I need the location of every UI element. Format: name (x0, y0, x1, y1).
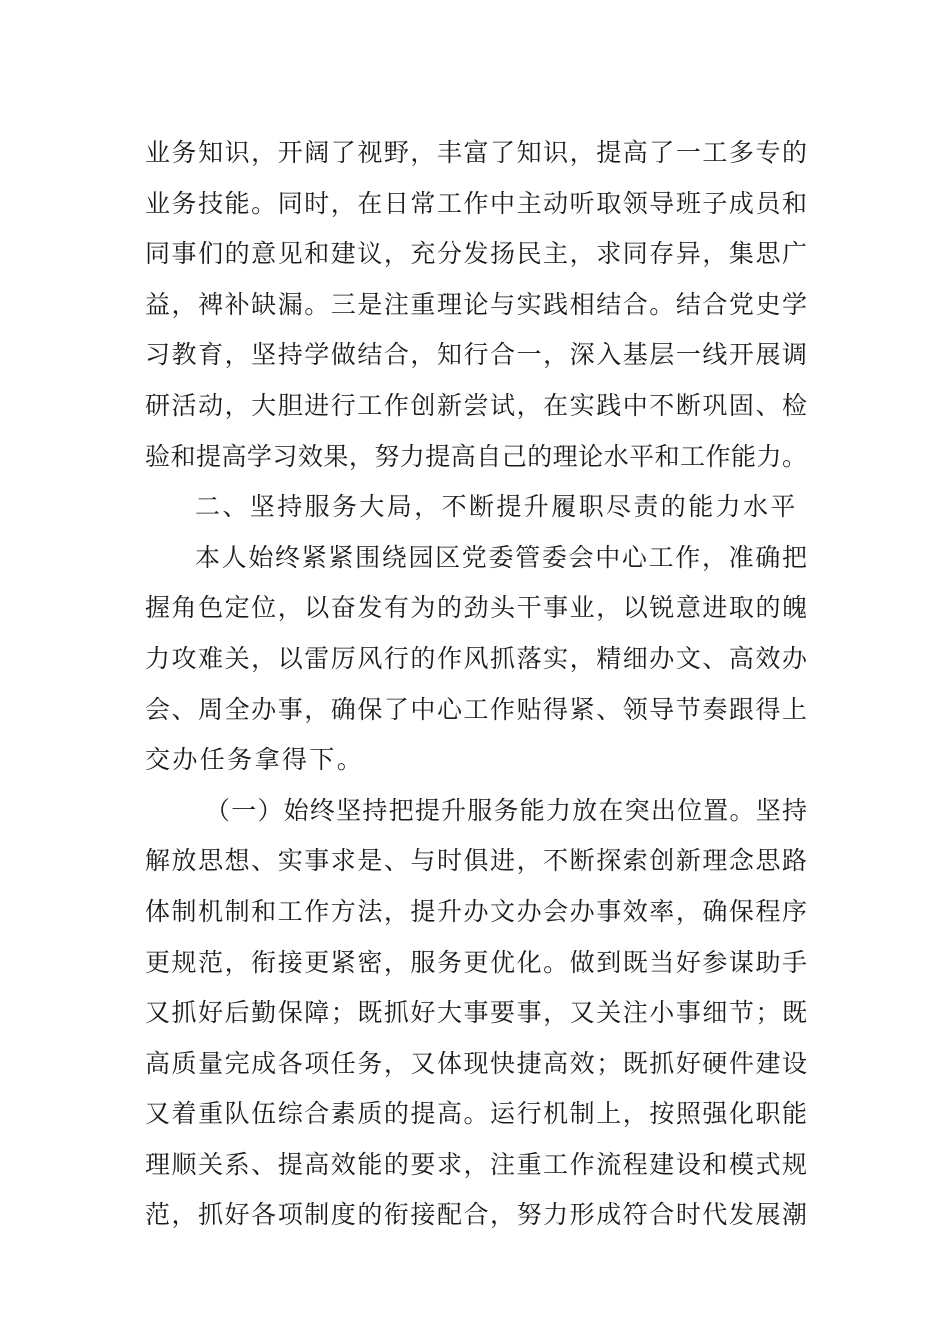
section-heading: 二、坚持服务大局，不断提升履职尽责的能力水平 (195, 492, 798, 522)
text-line-4: 益，裨补缺漏。三是注重理论与实践相结合。结合党史学 (145, 289, 807, 319)
text-line-12: 会、周全办事，确保了中心工作贴得紧、领导节奏跟得上 (145, 694, 807, 724)
text-line-18: 又抓好后勤保障；既抓好大事要事，又关注小事细节；既 (145, 998, 807, 1028)
text-line-6: 研活动，大胆进行工作创新尝试，在实践中不断巩固、检 (145, 390, 807, 420)
text-line-1: 业务知识，开阔了视野，丰富了知识，提高了一工多专的 (145, 138, 807, 167)
text-line-21: 理顺关系、提高效能的要求，注重工作流程建设和模式规 (145, 1149, 807, 1179)
text-line-17: 更规范，衔接更紧密，服务更优化。做到既当好参谋助手 (145, 947, 807, 977)
text-line-22: 范，抓好各项制度的衔接配合，努力形成符合时代发展潮 (145, 1200, 807, 1230)
text-line-15: 解放思想、实事求是、与时俱进，不断探索创新理念思路 (145, 846, 807, 876)
text-line-16: 体制机制和工作方法，提升办文办会办事效率，确保程序 (145, 896, 807, 926)
text-line-13: 交办任务拿得下。 (145, 745, 365, 775)
text-line-20: 又着重队伍综合素质的提高。运行机制上，按照强化职能 (145, 1099, 807, 1129)
text-line-9: 本人始终紧紧围绕园区党委管委会中心工作，准确把 (195, 542, 807, 572)
subsection-heading: （一）始终坚持把提升服务能力放在突出位置。坚持 (205, 795, 807, 825)
text-line-11: 力攻难关，以雷厉风行的作风抓落实，精细办文、高效办 (145, 643, 807, 673)
text-line-7: 验和提高学习效果，努力提高自己的理论水平和工作能力。 (145, 441, 807, 471)
text-line-5: 习教育，坚持学做结合，知行合一，深入基层一线开展调 (145, 340, 807, 370)
text-line-19: 高质量完成各项任务，又体现快捷高效；既抓好硬件建设 (145, 1048, 807, 1078)
text-line-10: 握角色定位，以奋发有为的劲头干事业，以锐意进取的魄 (145, 593, 807, 623)
text-line-3: 同事们的意见和建议，充分发扬民主，求同存异，集思广 (145, 239, 807, 269)
text-line-2: 业务技能。同时，在日常工作中主动听取领导班子成员和 (145, 188, 807, 218)
document-body (145, 128, 807, 1241)
